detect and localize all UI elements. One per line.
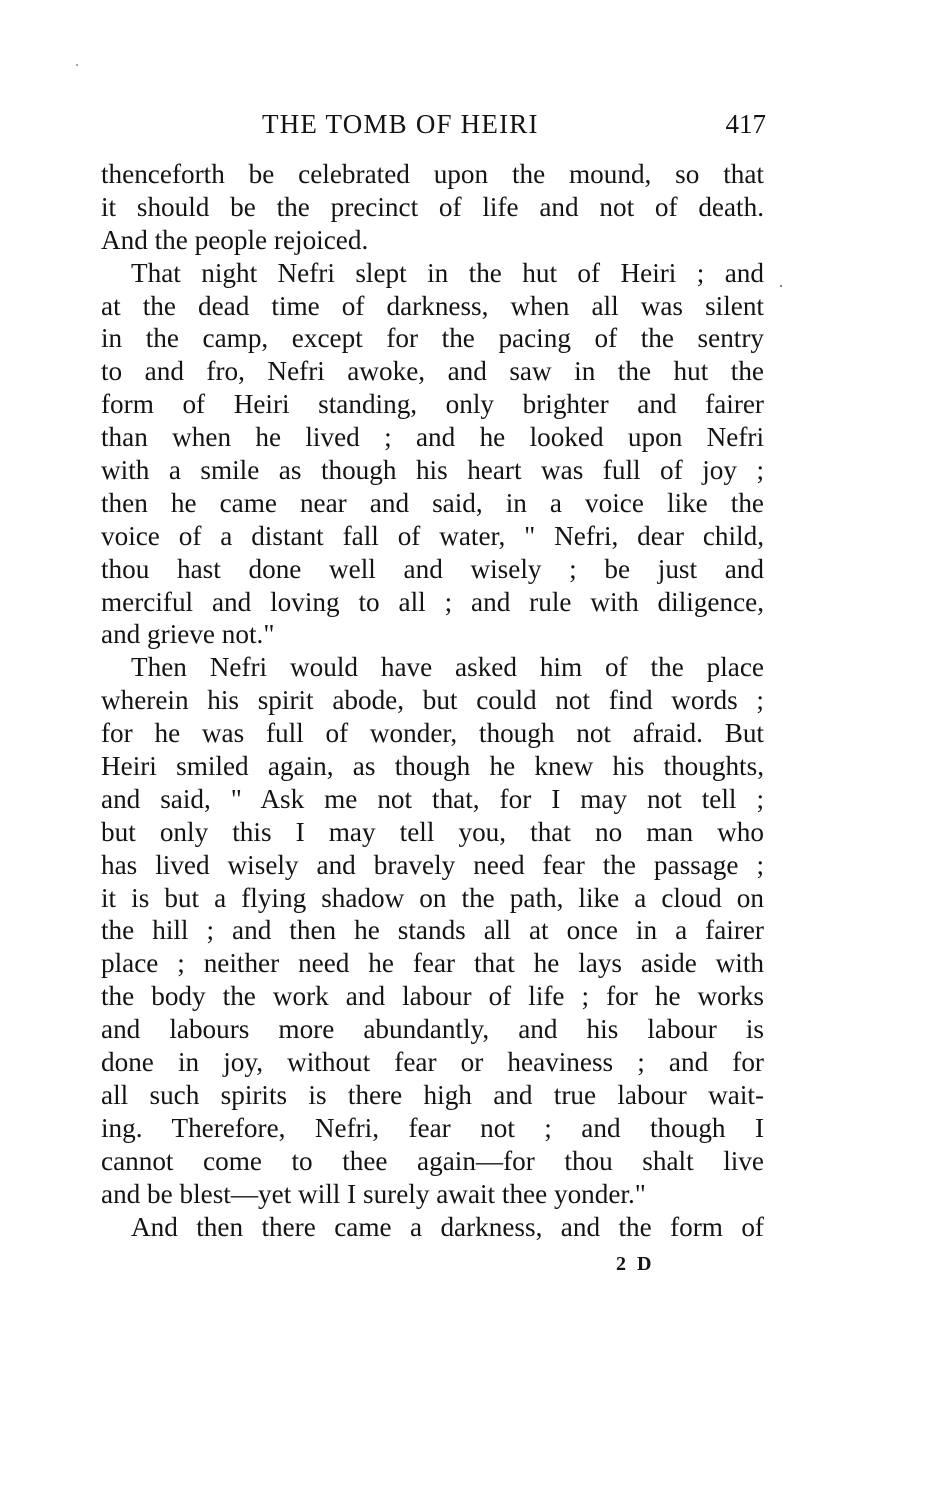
text-line: then he came near and said, in a voice like the <box>101 487 764 518</box>
margin-dot <box>780 285 782 287</box>
text-line: And the people rejoiced. <box>101 224 369 255</box>
text-line: to and fro, Nefri awoke, and saw in the hut the <box>101 356 764 387</box>
running-title: THE TOMB OF HEIRI <box>262 109 539 139</box>
text-line: for he was full of wonder, though not afraid. But <box>101 718 764 749</box>
text-line: but only this I may tell you, that no man who <box>101 816 764 847</box>
body-text <box>101 158 764 1243</box>
running-head <box>100 104 770 144</box>
text-line: Heiri smiled again, as though he knew his thoughts, <box>101 751 764 782</box>
text-line: ing. Therefore, Nefri, fear not ; and though I <box>101 1112 764 1143</box>
text-line: and be blest—yet will I surely await thee yonder." <box>101 1178 646 1209</box>
text-line: cannot come to thee again—for thou shalt live <box>101 1145 764 1176</box>
text-line: and grieve not." <box>101 619 275 650</box>
text-line: And then there came a darkness, and the form of <box>131 1211 764 1242</box>
text-line: place ; neither need he fear that he lays aside with <box>101 948 764 979</box>
text-line: thenceforth be celebrated upon the mound, so that <box>101 159 764 189</box>
margin-speck <box>76 64 78 66</box>
text-line: has lived wisely and bravely need fear the passage ; <box>101 849 764 880</box>
text-line: the hill ; and then he stands all at once in a fairer <box>101 915 764 946</box>
text-line: with a smile as though his heart was full of joy ; <box>101 455 764 486</box>
text-line: done in joy, without fear or heaviness ; and for <box>101 1047 764 1078</box>
text-line: Then Nefri would have asked him of the place <box>131 652 764 683</box>
text-line: voice of a distant fall of water, " Nefri, dear child, <box>101 520 764 551</box>
text-line: and said, " Ask me not that, for I may not tell ; <box>101 783 764 814</box>
text-line: at the dead time of darkness, when all was silent <box>101 290 764 321</box>
text-line: form of Heiri standing, only brighter and fairer <box>101 389 764 420</box>
text-line: the body the work and labour of life ; for he works <box>101 981 764 1012</box>
text-line: thou hast done well and wisely ; be just and <box>101 553 764 584</box>
text-line: merciful and loving to all ; and rule with diligence, <box>101 586 764 617</box>
text-line: wherein his spirit abode, but could not find words ; <box>101 685 764 716</box>
signature-mark: 2 D <box>616 1253 655 1275</box>
text-line: That night Nefri slept in the hut of Heiri ; and <box>131 257 764 288</box>
text-line: and labours more abundantly, and his labour is <box>101 1014 764 1045</box>
text-line: it should be the precinct of life and not of death. <box>101 191 764 222</box>
text-line: all such spirits is there high and true labour wait- <box>101 1079 764 1110</box>
text-line: than when he lived ; and he looked upon Nefri <box>101 422 764 453</box>
text-line: in the camp, except for the pacing of the sentry <box>101 323 764 354</box>
text-line: it is but a flying shadow on the path, like a cloud on <box>101 882 764 913</box>
page-number: 417 <box>725 109 766 139</box>
